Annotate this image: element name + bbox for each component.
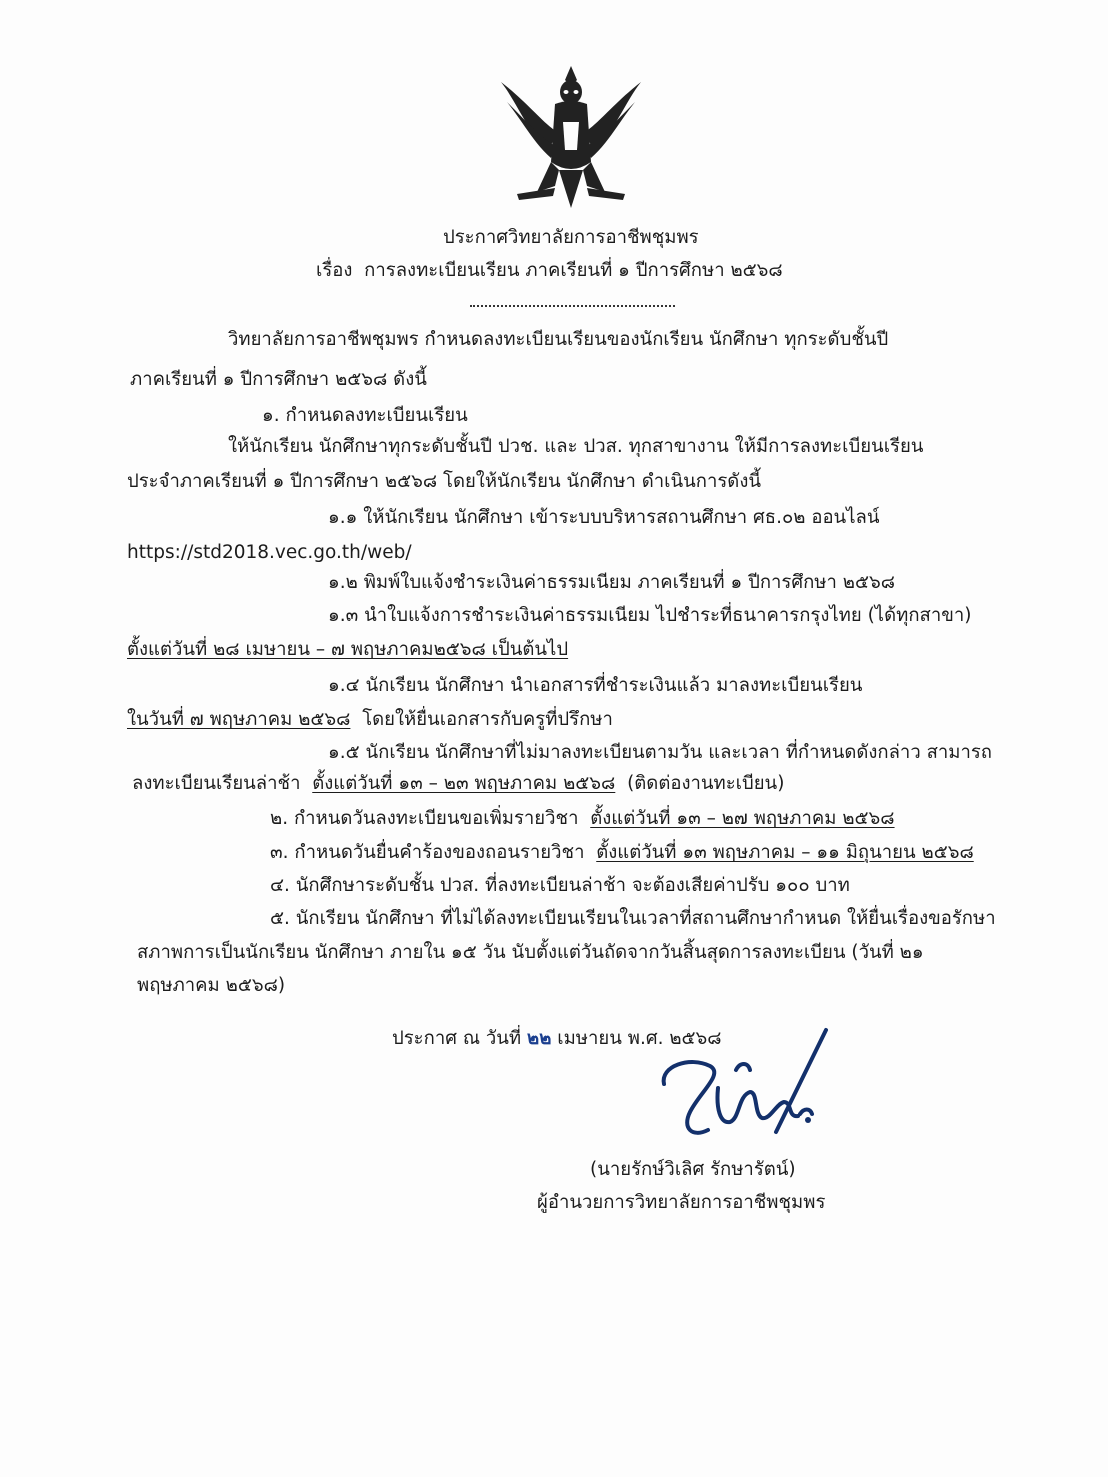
subject-prefix: เรื่อง [316, 260, 353, 281]
item-5-line-3: พฤษภาคม ๒๕๖๘) [137, 975, 286, 996]
item-1-4-line-2 [127, 707, 613, 733]
item-1-3-line-1: ๑.๓ นำใบแจ้งการชำระเงินค่าธรรมเนียม ไปชำระที่ธนาคารกรุงไทย (ได้ทุกสาขา) [328, 605, 972, 626]
announce-prefix: ประกาศ ณ วันที่ [392, 1028, 522, 1049]
subject-text: การลงทะเบียนเรียน ภาคเรียนที่ ๑ ปีการศึกษา ๒๕๖๘ [364, 260, 783, 281]
item-1-5-late-period: ตั้งแต่วันที่ ๑๓ – ๒๓ พฤษภาคม ๒๕๖๘ [312, 773, 616, 794]
item-1-4-instruction: โดยให้ยื่นเอกสารกับครูที่ปรึกษา [362, 709, 613, 730]
item-1-3-payment-period: ตั้งแต่วันที่ ๒๘ เมษายน – ๗ พฤษภาคม๒๕๖๘ เป็นต้นไป [127, 639, 569, 660]
registration-url-link[interactable]: https://std2018.vec.go.th/web/ [127, 542, 412, 563]
intro-line-2: ภาคเรียนที่ ๑ ปีการศึกษา ๒๕๖๘ ดังนี้ [130, 369, 427, 390]
item-1-5-line-1: ๑.๕ นักเรียน นักศึกษาที่ไม่มาลงทะเบียนตามวัน และเวลา ที่กำหนดดังกล่าว สามารถ [328, 742, 992, 763]
item-5-line-1: ๕. นักเรียน นักศึกษา ที่ไม่ได้ลงทะเบียนเรียนในเวลาที่สถานศึกษากำหนด ให้ยื่นเรื่องขอรักษา [270, 908, 996, 929]
garuda-emblem-icon [497, 62, 645, 212]
item-1-4-date: ในวันที่ ๗ พฤษภาคม ๒๕๖๘ [127, 709, 351, 730]
announce-suffix: เมษายน พ.ศ. ๒๕๖๘ [557, 1028, 722, 1049]
item-4: ๔. นักศึกษาระดับชั้น ปวส. ที่ลงทะเบียนล่าช้า จะต้องเสียค่าปรับ ๑๐๐ บาท [270, 875, 850, 896]
item-1-text-line-1: ให้นักเรียน นักศึกษาทุกระดับชั้นปี ปวช. และ ปวส. ทุกสาขางาน ให้มีการลงทะเบียนเรียน [228, 436, 924, 457]
announce-day: ๒๒ [527, 1028, 552, 1049]
item-3 [270, 840, 974, 866]
header-dotted-divider [470, 305, 675, 307]
signer-name: (นายรักษ์วิเลิศ รักษารัตน์) [590, 1159, 796, 1180]
item-1-5-late-label: ลงทะเบียนเรียนล่าช้า [132, 773, 301, 794]
announcement-title: ประกาศวิทยาลัยการอาชีพชุมพร [443, 227, 699, 248]
handwritten-signature-icon [650, 1022, 850, 1162]
item-1-5-contact: (ติดต่องานทะเบียน) [627, 773, 785, 794]
item-1-2: ๑.๒ พิมพ์ใบแจ้งชำระเงินค่าธรรมเนียม ภาคเรียนที่ ๑ ปีการศึกษา ๒๕๖๘ [328, 572, 895, 593]
intro-line-1: วิทยาลัยการอาชีพชุมพร กำหนดลงทะเบียนเรียนของนักเรียน นักศึกษา ทุกระดับชั้นปี [228, 329, 889, 350]
item-2 [270, 806, 895, 832]
item-1-heading: ๑. กำหนดลงทะเบียนเรียน [262, 405, 468, 426]
item-3-period: ตั้งแต่วันที่ ๑๓ พฤษภาคม – ๑๑ มิถุนายน ๒๕๖๘ [596, 842, 974, 863]
item-1-1-line-1: ๑.๑ ให้นักเรียน นักศึกษา เข้าระบบบริหารสถานศึกษา ศธ.๐๒ ออนไลน์ [328, 507, 880, 528]
signer-position: ผู้อำนวยการวิทยาลัยการอาชีพชุมพร [537, 1192, 826, 1213]
item-1-5-line-2 [132, 771, 784, 797]
item-2-period: ตั้งแต่วันที่ ๑๓ – ๒๗ พฤษภาคม ๒๕๖๘ [590, 808, 895, 829]
item-1-text-line-2: ประจำภาคเรียนที่ ๑ ปีการศึกษา ๒๕๖๘ โดยให้นักเรียน นักศึกษา ดำเนินการดังนี้ [127, 471, 762, 492]
item-5-line-2: สภาพการเป็นนักเรียน นักศึกษา ภายใน ๑๕ วัน นับตั้งแต่วันถัดจากวันสิ้นสุดการลงทะเบียน (วันที่ ๒๑ [137, 942, 924, 963]
item-2-text: ๒. กำหนดวันลงทะเบียนขอเพิ่มรายวิชา [270, 808, 579, 829]
item-3-text: ๓. กำหนดวันยื่นคำร้องของถอนรายวิชา [270, 842, 585, 863]
item-1-4-line-1: ๑.๔ นักเรียน นักศึกษา นำเอกสารที่ชำระเงินแล้ว มาลงทะเบียนเรียน [328, 675, 863, 696]
subject-line [316, 258, 783, 284]
